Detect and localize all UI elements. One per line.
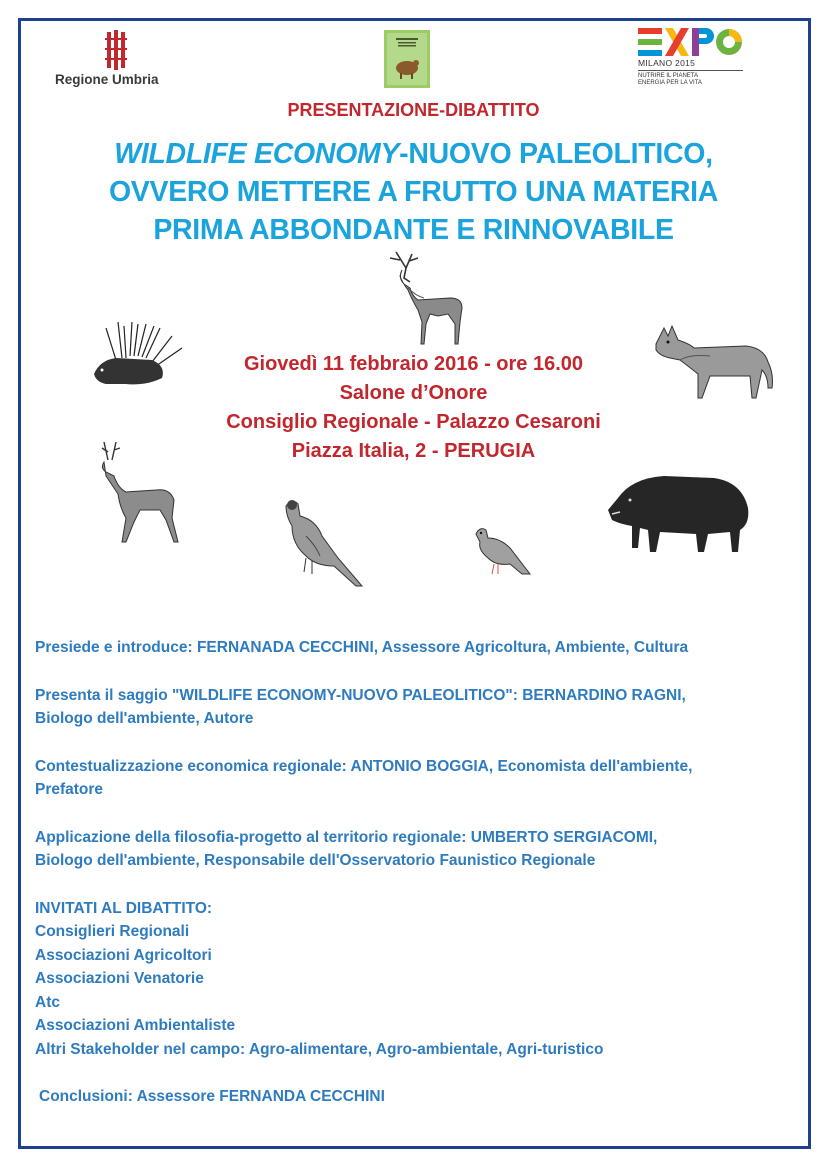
event-date: Giovedì 11 febbraio 2016 - ore 16.00	[243, 353, 584, 375]
agenda-presenter-line1: Presenta il saggio "WILDLIFE ECONOMY-NUOVO PALEOLITICO": BERNARDINO RAGNI,	[35, 686, 686, 704]
invited-item: Atc	[35, 993, 60, 1011]
expo-motto	[638, 73, 702, 87]
agenda-presenter-line2: Biologo dell'ambiente, Autore	[35, 710, 254, 727]
event-room: Salone d’Onore	[339, 382, 488, 404]
expo-motto-line1: NUTRIRE IL PIANETA	[638, 73, 699, 79]
agenda-context-line1: Contestualizzazione economica regionale: ANTONIO BOGGIA, Economista dell'ambiente,	[35, 757, 693, 775]
headline-italic: WILDLIFE ECONOMY	[114, 138, 400, 170]
regione-umbria-logo	[55, 30, 185, 90]
dove-icon	[470, 520, 534, 584]
agenda-spacer	[35, 873, 805, 897]
invited-item: Consiglieri Regionali	[35, 923, 190, 940]
agenda-spacer	[35, 660, 805, 684]
headline-line2: OVVERO METTERE A FRUTTO UNA MATERIA	[108, 176, 719, 208]
agenda-context-line2: Prefatore	[35, 781, 104, 798]
pheasant-icon	[276, 496, 366, 590]
invited-item: Associazioni Agricoltori	[35, 946, 212, 964]
event-address: Piazza Italia, 2 - PERUGIA	[291, 440, 536, 462]
headline-line1-rest: -NUOVO PALEOLITICO,	[399, 138, 713, 170]
agenda-spacer	[35, 731, 805, 755]
kicker-title: PRESENTAZIONE-DIBATTITO	[287, 100, 540, 120]
expo-edition: MILANO 2015	[638, 58, 696, 68]
wild-boar-icon	[604, 468, 752, 556]
expo-wordmark-icon	[638, 28, 744, 56]
event-venue: Consiglio Regionale - Palazzo Cesaroni	[226, 411, 601, 433]
agenda	[35, 636, 805, 1109]
umbria-emblem-icon	[105, 30, 127, 70]
roe-deer-icon	[94, 438, 186, 546]
invited-item: Associazioni Ambientaliste	[35, 1017, 236, 1034]
headline-line3: PRIMA ABBONDANTE E RINNOVABILE	[153, 214, 674, 246]
deer-icon	[378, 248, 474, 348]
agenda-application-line1: Applicazione della filosofia-progetto al territorio regionale: UMBERTO SERGIACOMI,	[35, 828, 658, 846]
agenda-spacer	[35, 802, 805, 826]
agenda-spacer	[35, 1061, 805, 1085]
agenda-application-line2: Biologo dell'ambiente, Responsabile dell'Osservatorio Faunistico Regionale	[35, 852, 596, 869]
agenda-conclusion: Conclusioni: Assessore FERNANDA CECCHINI	[39, 1088, 385, 1105]
invited-item: Altri Stakeholder nel campo: Agro-alimentare, Agro-ambientale, Agri-turistico	[35, 1040, 604, 1058]
headline-line1	[0, 135, 827, 173]
headline	[0, 135, 827, 249]
region-logo-text: Regione Umbria	[55, 72, 159, 87]
book-cover-icon	[384, 30, 430, 88]
expo-milano-logo	[638, 28, 748, 92]
agenda-chair: Presiede e introduce: FERNANADA CECCHINI, Assessore Agricoltura, Ambiente, Cultura	[35, 639, 689, 656]
expo-motto-line2: ENERGIA PER LA VITA	[638, 80, 702, 86]
expo-divider	[638, 70, 743, 71]
invited-heading: INVITATI AL DIBATTITO:	[35, 899, 213, 917]
invited-item: Associazioni Venatorie	[35, 970, 204, 987]
